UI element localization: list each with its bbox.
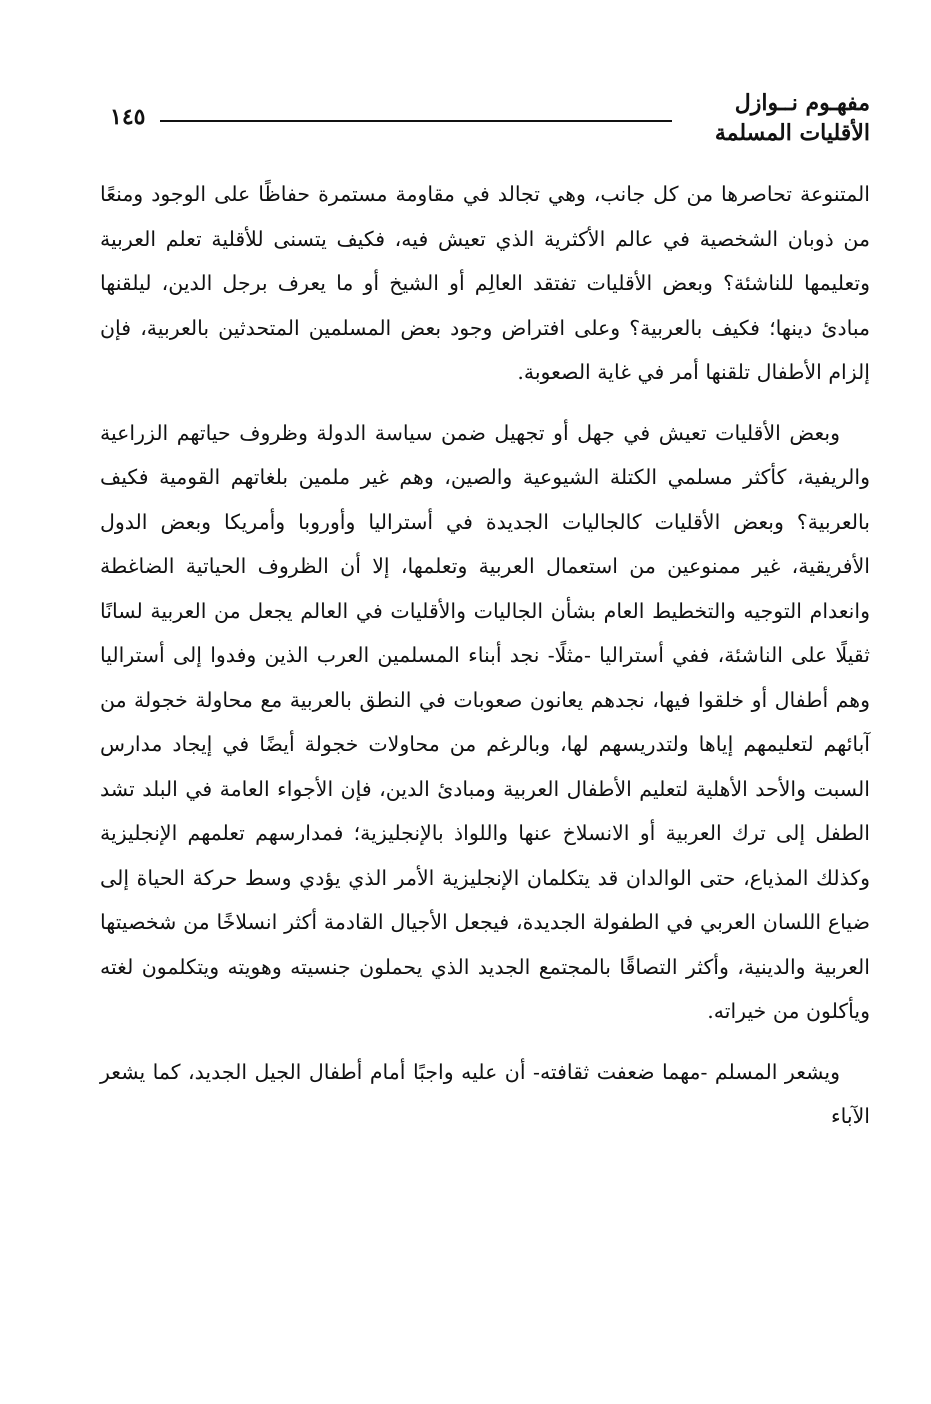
paragraph: ويشعر المسلم -مهما ضعفت ثقافته- أن عليه واجبًا أمام أطفال الجيل الجديد، كما يشعر الآباء — [100, 1059, 870, 1128]
header-rule — [160, 120, 672, 122]
chapter-title-line-1: مفهـوم نــوازل — [734, 90, 870, 116]
body-text — [100, 172, 870, 1155]
paragraph: المتنوعة تحاصرها من كل جانب، وهي تجالد في مقاومة مستمرة حفاظًا على الوجود ومنعًا من ذوبان الشخصية في عالم الأكثرية الذي تعيش فيه، فكيف يتسنى للأقلية تعلم العربية وتعليمها للناشئة؟ وبعض الأقليات تفتقد العالِم أو الشيخ أو ما يعرف برجل الدين، ليلقنها مبادئ دينها؛ فكيف بالعربية؟ وعلى افتراض وجود بعض المسلمين المتحدثين بالعربية، فإن إلزام الأطفال تلقنها أمر في غاية الصعوبة. — [100, 182, 870, 384]
running-header — [110, 88, 870, 158]
chapter-title — [715, 88, 870, 148]
paragraph: وبعض الأقليات تعيش في جهل أو تجهيل ضمن سياسة الدولة وظروف حياتهم الزراعية والريفية، كأكثر مسلمي الكتلة الشيوعية والصين، وهم غير ملمين بلغاتهم القومية فكيف بالعربية؟ وبعض الأقليات كالجاليات الجديدة في أستراليا وأوروبا وأمريكا وبعض الدول الأفريقية، غير ممنوعين من استعمال العربية وتعلمها، إلا أن الظروف الحياتية الضاغطة وانعدام التوجيه والتخطيط العام بشأن الجاليات والأقليات في العالم يجعل من العربية لسانًا ثقيلًا على الناشئة، ففي أستراليا -مثلًا- نجد أبناء المسلمين العرب الذين وفدوا إلى أستراليا وهم أطفال أو خلقوا فيها، نجدهم يعانون صعوبات في النطق بالعربية مع محاولة خجولة من آبائهم لتعليمهم إياها ولتدريسهم لها، وبالرغم من محاولات خجولة أيضًا في إيجاد مدارس السبت والأحد الأهلية لتعليم الأطفال العربية ومبادئ الدين، فإن الأجواء العامة في البلد تشد الطفل إلى ترك العربية أو الانسلاخ عنها واللواذ بالإنجليزية؛ فمدارسهم تعلمهم الإنجليزية وكذلك المذياع، حتى الوالدان قد يتكلمان الإنجليزية الأمر الذي يؤدي وسط حركة الحياة إلى ضياع اللسان العربي في الطفولة الجديدة، فيجعل الأجيال القادمة أكثر انسلاخًا من شخصيتها العربية والدينية، وأكثر التصاقًا بالمجتمع الجديد الذي يحملون جنسيته وهويته ويتكلمون لغته ويأكلون من خيراته. — [100, 420, 870, 1023]
chapter-title-line-2: الأقليات المسلمة — [714, 120, 870, 146]
page-number: ١٤٥ — [110, 104, 146, 130]
